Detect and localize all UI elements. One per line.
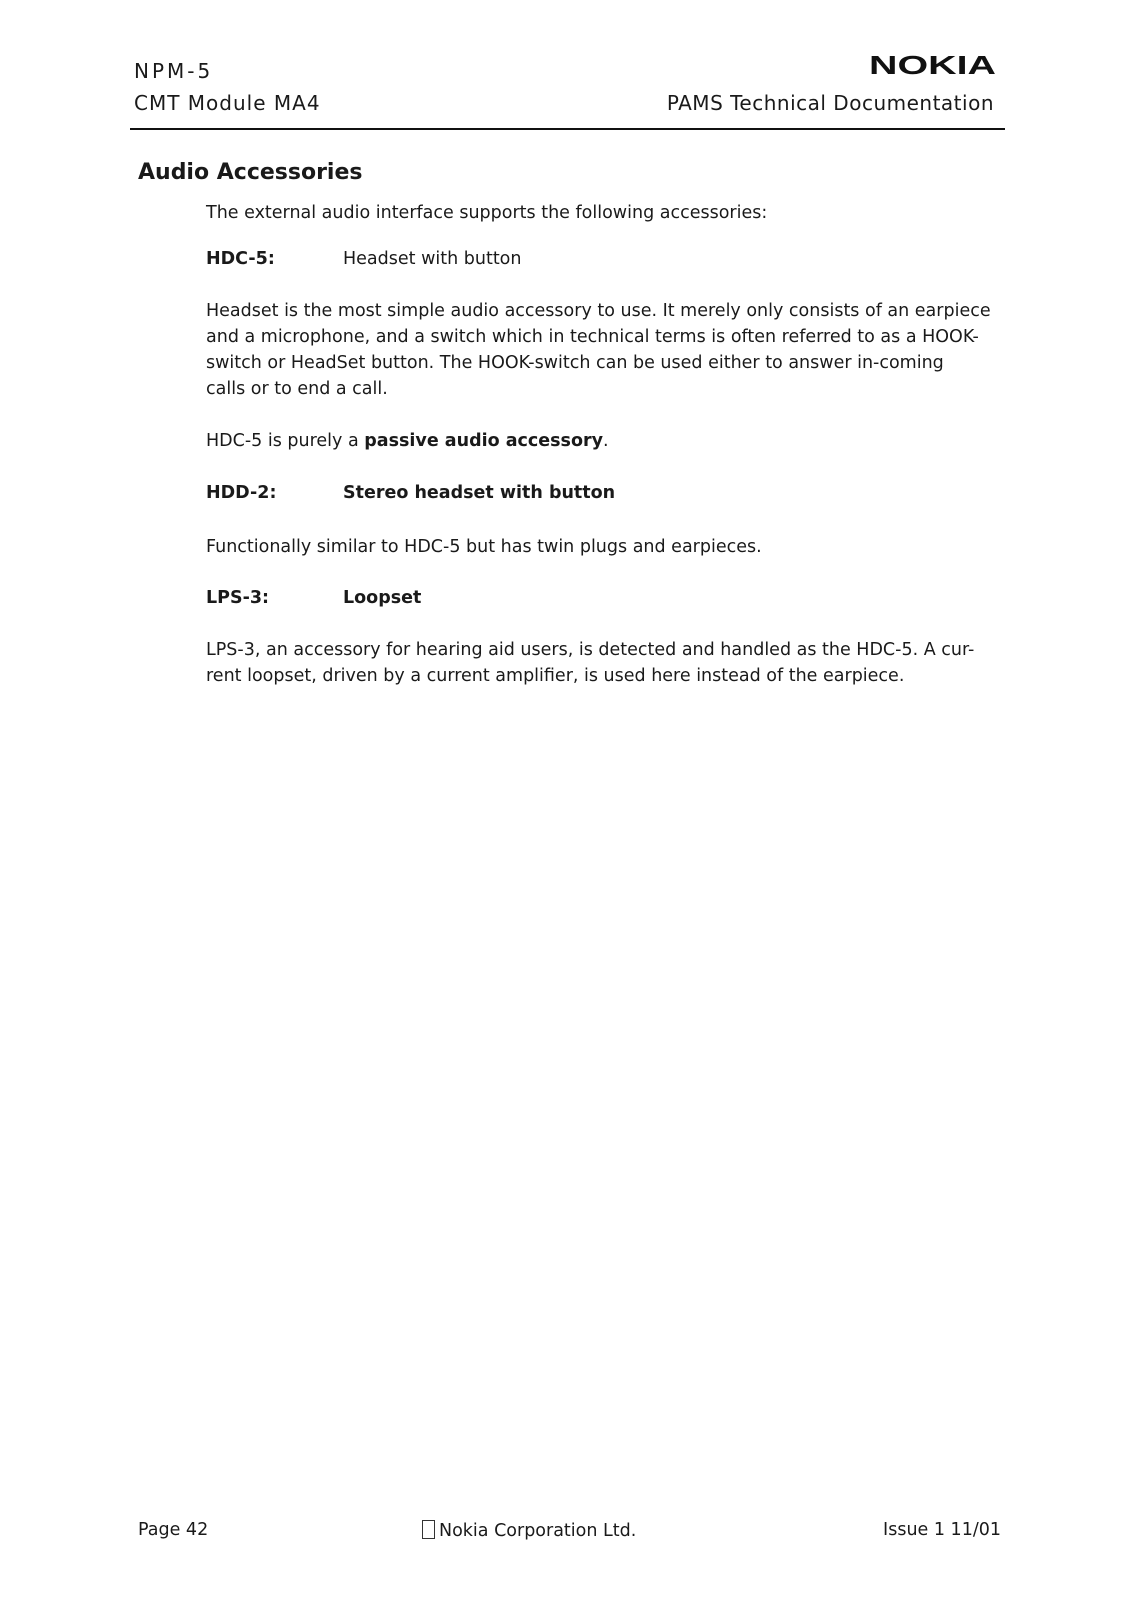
- description-line: LPS-3, an accessory for hearing aid users, is detected and handled as the HDC-5. A cur-: [206, 640, 975, 660]
- description-line: switch or HeadSet button. The HOOK-switch can be used either to answer in-coming: [206, 353, 944, 373]
- section-intro: The external audio interface supports the following accessories:: [206, 203, 768, 223]
- description-line: Functionally similar to HDC-5 but has twin plugs and earpieces.: [206, 537, 762, 557]
- accessory-name-lps3: Loopset: [343, 588, 422, 608]
- document-model: NPM-5: [134, 59, 214, 83]
- svg-text:NOKIA: NOKIA: [869, 52, 996, 76]
- document-title: PAMS Technical Documentation: [666, 91, 994, 115]
- note-emphasis: passive audio accessory: [364, 431, 604, 451]
- copyright-symbol-icon: [422, 1520, 435, 1539]
- copyright-text: Nokia Corporation Ltd.: [439, 1521, 637, 1541]
- description-line: Headset is the most simple audio accessory to use. It merely only consists of an earpiece: [206, 301, 991, 321]
- issue-date: Issue 1 11/01: [883, 1520, 1001, 1540]
- accessory-name-hdc5: Headset with button: [343, 249, 522, 269]
- note-suffix: .: [603, 431, 609, 451]
- accessory-note-hdc5: [206, 428, 1006, 454]
- page-number: Page 42: [138, 1520, 209, 1540]
- copyright: [422, 1520, 636, 1541]
- section-title: Audio Accessories: [138, 160, 363, 185]
- description-line: rent loopset, driven by a current amplifier, is used here instead of the earpiece.: [206, 666, 905, 686]
- accessory-name-hdd2: Stereo headset with button: [343, 483, 616, 503]
- header-rule: [130, 128, 1005, 130]
- description-line: and a microphone, and a switch which in technical terms is often referred to as a HOOK-: [206, 327, 979, 347]
- description-line: calls or to end a call.: [206, 379, 388, 399]
- accessory-description-hdc5: [206, 298, 1006, 402]
- document-module: CMT Module MA4: [134, 91, 321, 115]
- accessory-code-hdc5: HDC-5:: [206, 249, 275, 269]
- nokia-logo: [869, 52, 996, 76]
- note-prefix: HDC-5 is purely a: [206, 431, 365, 451]
- accessory-code-lps3: LPS-3:: [206, 588, 270, 608]
- accessory-code-hdd2: HDD-2:: [206, 483, 277, 503]
- accessory-description-lps3: [206, 637, 1006, 689]
- accessory-description-hdd2: [206, 534, 1006, 560]
